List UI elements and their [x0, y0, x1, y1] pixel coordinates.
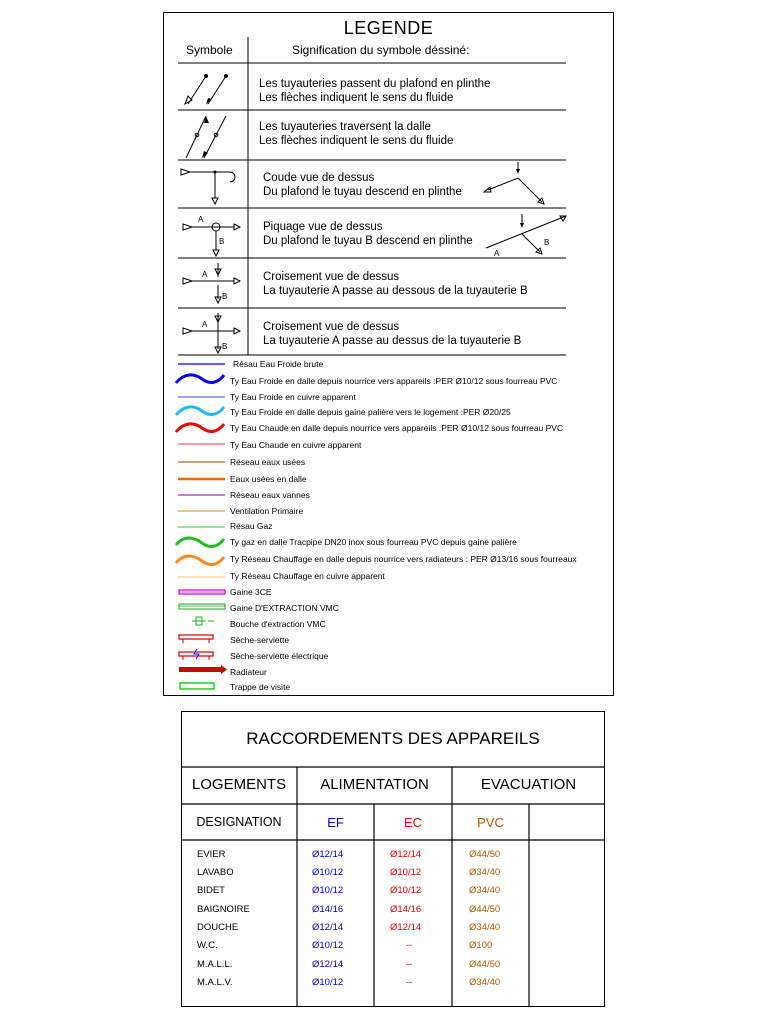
table-cell-designation: DOUCHE	[197, 922, 239, 933]
legend-line-label: Réseau eaux vannes	[230, 490, 310, 500]
legend-line-label: Ty Réseau Chauffage en dalle depuis nourrice vers radiateurs : PER Ø13/16 sous fourreaux	[230, 554, 577, 564]
table-cell-ec: Ø10/12	[390, 867, 422, 878]
legend-line-label: Réseau eaux usées	[230, 457, 306, 467]
legend-row-3-line2: Du plafond le tuyau descend en plinthe	[263, 186, 462, 198]
legend-line-label: Gaine 3CE	[230, 587, 272, 597]
legend-line-label: Sèche-serviette	[230, 635, 290, 645]
table-cell-ef: Ø12/14	[312, 959, 344, 970]
label-a: A	[198, 215, 204, 224]
table-cell-ec: --	[406, 977, 413, 988]
legend-row-2-line2: Les flèches indiquent le sens du fluide	[259, 135, 454, 147]
table-cell-pvc: Ø34/40	[469, 922, 501, 933]
table-cell-pvc: Ø44/50	[469, 959, 501, 970]
legend-line-label: Eaux usées en dalle	[230, 474, 307, 484]
label-b: B	[222, 292, 228, 301]
subheader-ec: EC	[403, 815, 423, 830]
legend-line-label: Sèche-serviette électrique	[230, 651, 329, 661]
table-cell-pvc: Ø100	[469, 940, 493, 951]
label-a: A	[202, 270, 208, 279]
table-cell-ec: --	[406, 940, 413, 951]
table-cell-ef: Ø10/12	[312, 867, 344, 878]
table-cell-designation: W.C.	[197, 940, 218, 951]
label-b: B	[222, 342, 228, 351]
legend-line-label: Trappe de visite	[230, 682, 291, 692]
subheader-pvc: PVC	[477, 815, 504, 830]
legend-row-6-line2: La tuyauterie A passe au dessus de la tuyauterie B	[263, 335, 522, 347]
legend-line-label: Radiateur	[230, 667, 267, 677]
table-cell-pvc: Ø34/40	[469, 885, 501, 896]
legend-row-4-line1: Piquage vue de dessus	[263, 221, 383, 233]
legend-line-label: Ty Réseau Chauffage en cuivre apparent	[230, 571, 385, 581]
label-a: A	[494, 249, 500, 258]
table-cell-ef: Ø14/16	[312, 904, 344, 915]
legend-row-6-line1: Croisement vue de dessus	[263, 321, 400, 333]
table-cell-pvc: Ø34/40	[469, 977, 501, 988]
legend-row-1-line2: Les flèches indiquent le sens du fluide	[259, 92, 454, 104]
subheader-designation: DESIGNATION	[196, 815, 282, 829]
legend-line-label: Ty Eau Froide en dalle depuis gaine palière vers le logement :PER Ø20/25	[230, 407, 511, 417]
table-cell-designation: LAVABO	[197, 867, 234, 878]
table-cell-pvc: Ø44/50	[469, 904, 501, 915]
table-cell-ef: Ø12/14	[312, 922, 344, 933]
table-cell-ec: Ø12/14	[390, 849, 422, 860]
legend-line-label: Ty Eau Chaude en dalle depuis nourrice vers appareils :PER Ø10/12 sous fourreau PVC	[230, 423, 564, 433]
legend-row-1-line1: Les tuyauteries passent du plafond en plinthe	[259, 78, 491, 90]
table-cell-designation: M.A.L.V.	[197, 977, 233, 988]
table-cell-ef: Ø12/14	[312, 849, 344, 860]
legend-line-label: Bouche d'extraction VMC	[230, 619, 326, 629]
legend-line-label: Résau Eau Froide brute	[233, 359, 324, 369]
header-logements: LOGEMENTS	[191, 776, 287, 793]
header-alimentation: ALIMENTATION	[320, 776, 429, 793]
header-evacuation: EVACUATION	[480, 776, 577, 793]
table-cell-ef: Ø10/12	[312, 940, 344, 951]
legend-line-label: Résau Gaz	[230, 521, 273, 531]
legend-line-label: Gaine D'EXTRACTION VMC	[230, 603, 339, 613]
legend-title: LEGENDE	[343, 18, 434, 38]
legend-row-4-line2: Du plafond le tuyau B descend en plinthe	[263, 235, 473, 247]
label-b: B	[544, 238, 550, 247]
table-cell-pvc: Ø34/40	[469, 867, 501, 878]
legend-row-3-line1: Coude vue de dessus	[263, 172, 375, 184]
legend-line-label: Ty Eau Froide en cuivre apparent	[230, 392, 356, 402]
legend-line-label: Ty gaz en dalle Tracpipe DN20 inox sous fourreau PVC depuis gaine palière	[230, 537, 517, 547]
table-cell-ec: Ø12/14	[390, 922, 422, 933]
table-cell-ec: Ø14/16	[390, 904, 422, 915]
legend-row-5-line1: Croisement vue de dessus	[263, 271, 400, 283]
subheader-ef: EF	[327, 815, 344, 830]
legend-line-label: Ty Eau Chaude en cuivre apparent	[230, 440, 362, 450]
legend-line-label: Ty Eau Froide en dalle depuis nourrice vers appareils :PER Ø10/12 sous fourreau PVC	[230, 376, 558, 386]
table-cell-ec: --	[406, 959, 413, 970]
table-cell-designation: EVIER	[197, 849, 226, 860]
table-cell-designation: BIDET	[197, 885, 225, 896]
label-a: A	[202, 320, 208, 329]
table-cell-designation: M.A.L.L.	[197, 959, 233, 970]
column-header-symbol: Symbole	[186, 43, 233, 57]
column-header-meaning: Signification du symbole déssiné:	[292, 43, 470, 57]
table-title: RACCORDEMENTS DES APPAREILS	[246, 729, 540, 748]
legend-line-label: Ventilation Primaire	[230, 506, 304, 516]
table-cell-ef: Ø10/12	[312, 977, 344, 988]
table-cell-designation: BAIGNOIRE	[197, 904, 250, 915]
table-cell-ec: Ø10/12	[390, 885, 422, 896]
legend-row-2-line1: Les tuyauteries traversent la dalle	[259, 121, 431, 133]
label-b: B	[219, 237, 225, 246]
table-cell-pvc: Ø44/50	[469, 849, 501, 860]
legend-row-5-line2: La tuyauterie A passe au dessous de la tuyauterie B	[263, 285, 528, 297]
table-cell-ef: Ø10/12	[312, 885, 344, 896]
